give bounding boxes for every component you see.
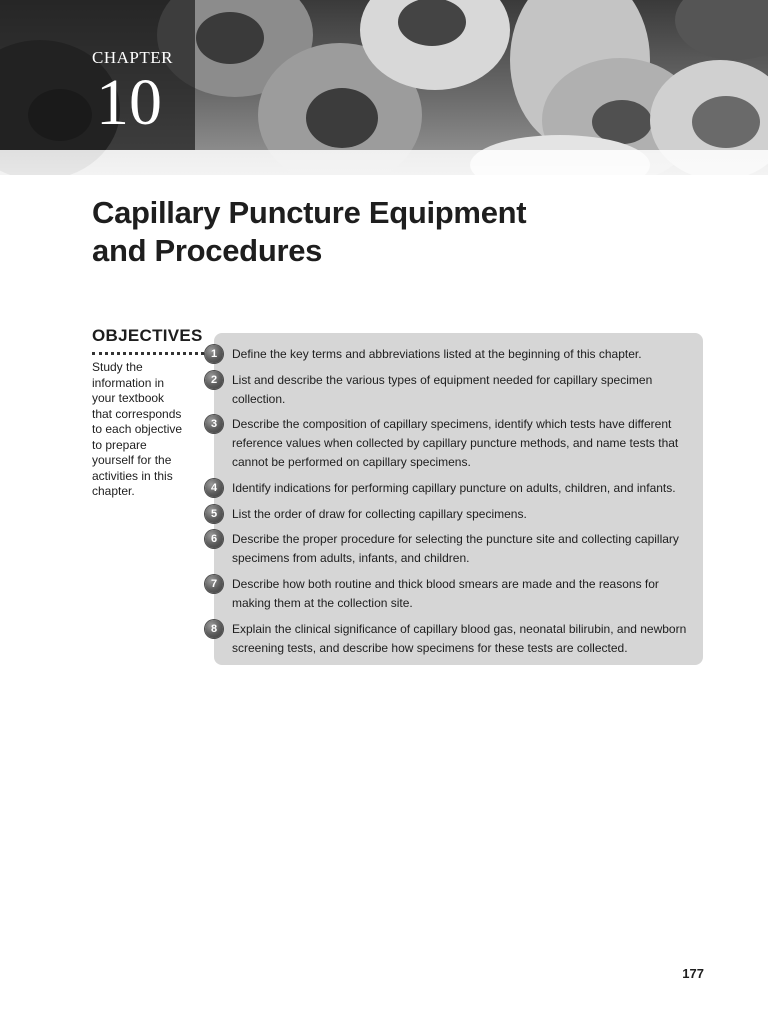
chapter-title bbox=[92, 194, 692, 270]
objective-text: Describe the proper procedure for selecting the puncture site and collecting capillary specimens from adults, infants, and children. bbox=[232, 532, 679, 565]
chapter-banner-photo bbox=[0, 0, 768, 175]
objective-number-badge: 1 bbox=[205, 345, 223, 363]
objective-number-badge: 3 bbox=[205, 415, 223, 433]
objective-text: List the order of draw for collecting capillary specimens. bbox=[232, 507, 527, 521]
objectives-note: Study the information in your textbook that corresponds to each objective to prepare yourself for the activities in this chapter. bbox=[92, 360, 183, 498]
chapter-title-line1: Capillary Puncture Equipment bbox=[92, 195, 527, 230]
objectives-heading: OBJECTIVES bbox=[92, 326, 203, 345]
objective-text: Identify indications for performing capillary puncture on adults, children, and infants. bbox=[232, 481, 676, 495]
objective-text: Define the key terms and abbreviations listed at the beginning of this chapter. bbox=[232, 347, 642, 361]
chapter-number: 10 bbox=[96, 66, 162, 139]
objective-number-badge: 6 bbox=[205, 530, 223, 548]
objective-number-badge: 7 bbox=[205, 575, 223, 593]
objective-text: Describe the composition of capillary specimens, identify which tests have different reference values when collected by capillary puncture methods, and name tests that cannot be performed on capillary specimens. bbox=[232, 417, 679, 469]
objective-number-badge: 5 bbox=[205, 505, 223, 523]
chapter-label: CHAPTER bbox=[92, 48, 173, 67]
page-number: 177 bbox=[682, 966, 704, 981]
chapter-title-line2: and Procedures bbox=[92, 233, 323, 268]
objective-number-badge: 2 bbox=[205, 371, 223, 389]
objective-text: Describe how both routine and thick blood smears are made and the reasons for making them at the collection site. bbox=[232, 577, 659, 610]
objective-number-badge: 8 bbox=[205, 620, 223, 638]
dotted-rule bbox=[92, 352, 210, 355]
objective-number-badge: 4 bbox=[205, 479, 223, 497]
objective-text: Explain the clinical significance of capillary blood gas, neonatal bilirubin, and newborn screening tests, and describe how specimens for these tests are collected. bbox=[232, 622, 687, 655]
objective-text: List and describe the various types of equipment needed for capillary specimen collection. bbox=[232, 373, 653, 406]
